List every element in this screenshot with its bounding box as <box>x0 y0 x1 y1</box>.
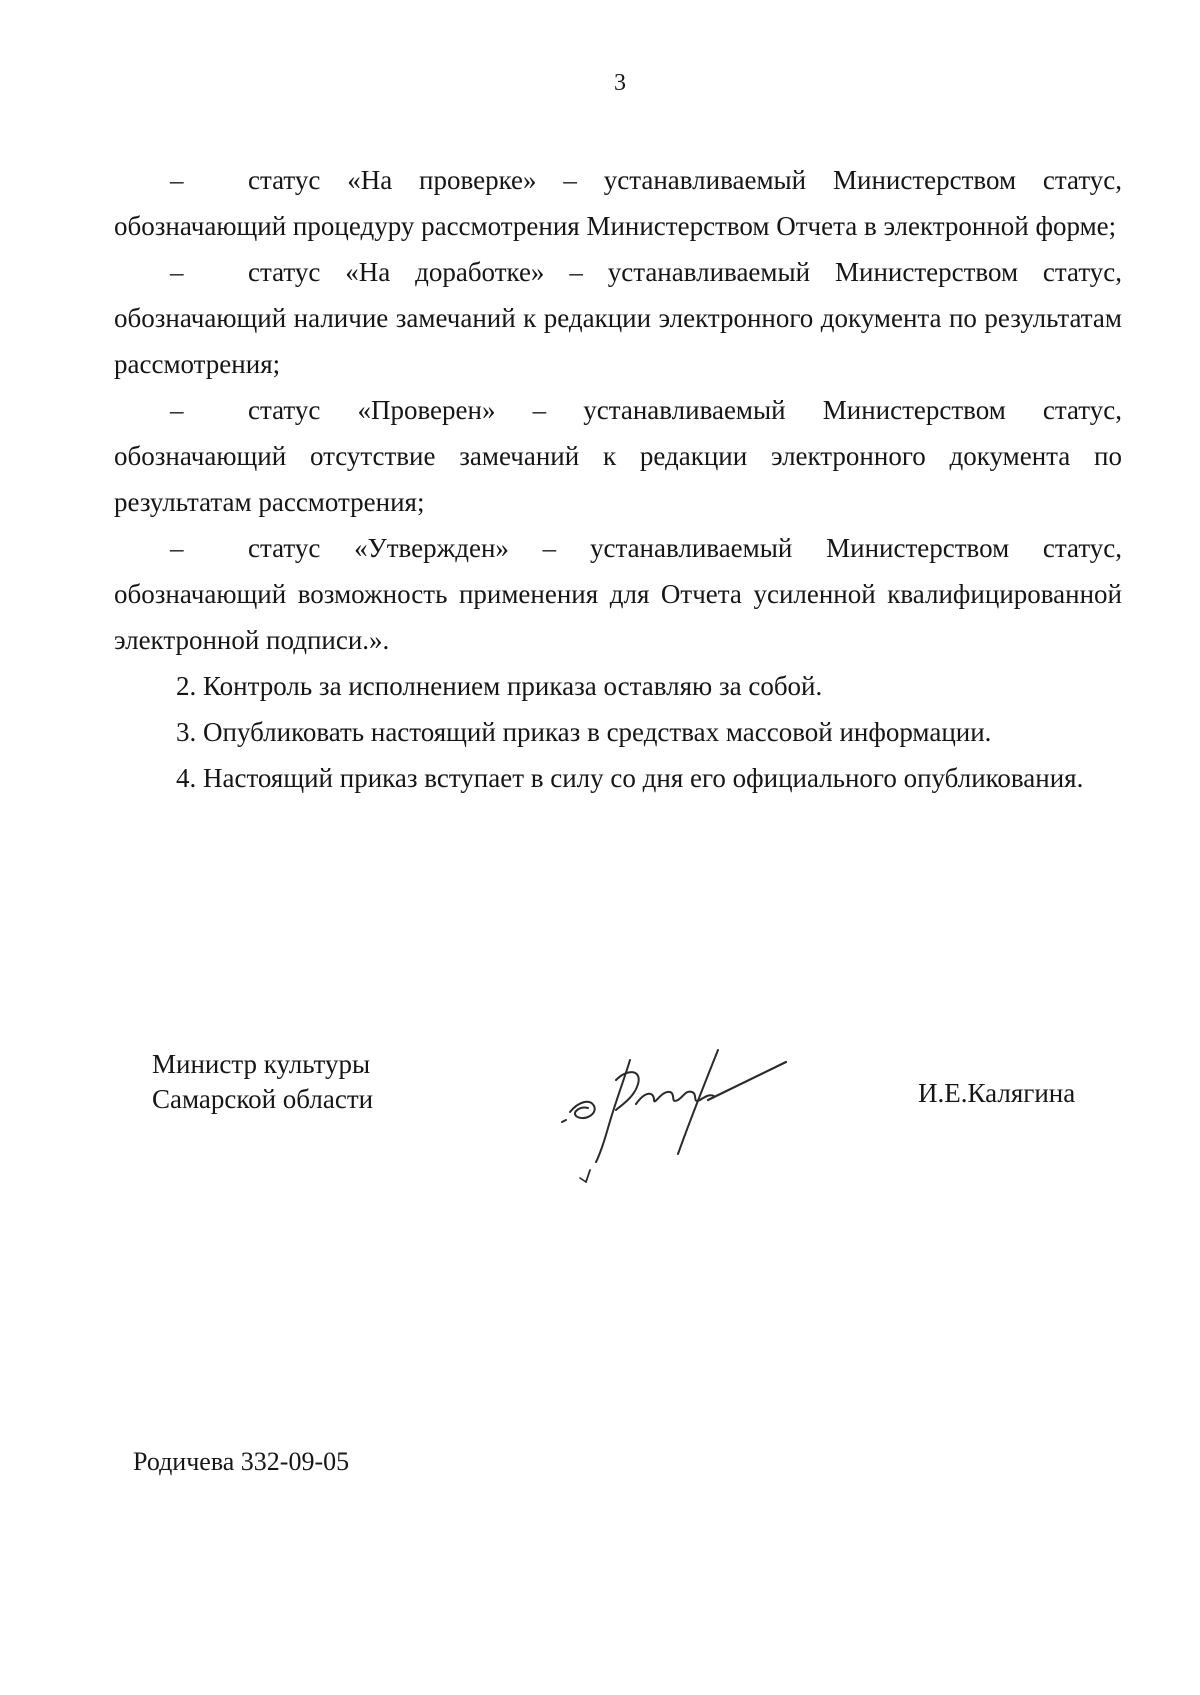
signatory-name: И.Е.Калягина <box>918 1078 1076 1108</box>
status-definition-text: статус «Проверен» – устанавливаемый Министерством статус, обозначающий отсутствие замечаний к редакции электронного документа по результатам рассмотрения; <box>114 395 1122 517</box>
status-definition-item <box>114 157 1122 249</box>
handwritten-signature <box>550 1010 830 1190</box>
signatory-position-line: Министр культуры <box>152 1049 371 1079</box>
order-clause-3: 3. Опубликовать настоящий приказ в средствах массовой информации. <box>176 717 992 747</box>
status-definition-text: статус «На доработке» – устанавливаемый Министерством статус, обозначающий наличие замечаний к редакции электронного документа по результатам рассмотрения; <box>114 257 1122 379</box>
order-clause-2: 2. Контроль за исполнением приказа оставляю за собой. <box>176 671 823 701</box>
signatory-position <box>152 1047 373 1117</box>
status-definition-item <box>114 249 1122 387</box>
list-dash: – <box>170 533 184 563</box>
status-definition-item <box>114 525 1122 663</box>
list-dash: – <box>170 395 184 425</box>
order-clause-4: 4. Настоящий приказ вступает в силу со дня его официального опубликования. <box>176 763 1084 793</box>
status-definition-item <box>114 387 1122 525</box>
status-definition-text: статус «Утвержден» – устанавливаемый Министерством статус, обозначающий возможность применения для Отчета усиленной квалифицированной электронной подписи.». <box>114 533 1122 655</box>
executor-contact: Родичева 332-09-05 <box>133 1447 350 1476</box>
status-definition-text: статус «На проверке» – устанавливаемый Министерством статус, обозначающий процедуру рассмотрения Министерством Отчета в электронной форме; <box>114 165 1122 241</box>
page-number: 3 <box>614 70 626 96</box>
list-dash: – <box>170 257 184 287</box>
signatory-position-line: Самарской области <box>152 1084 374 1114</box>
document-body <box>114 157 1122 801</box>
list-dash: – <box>170 165 184 195</box>
